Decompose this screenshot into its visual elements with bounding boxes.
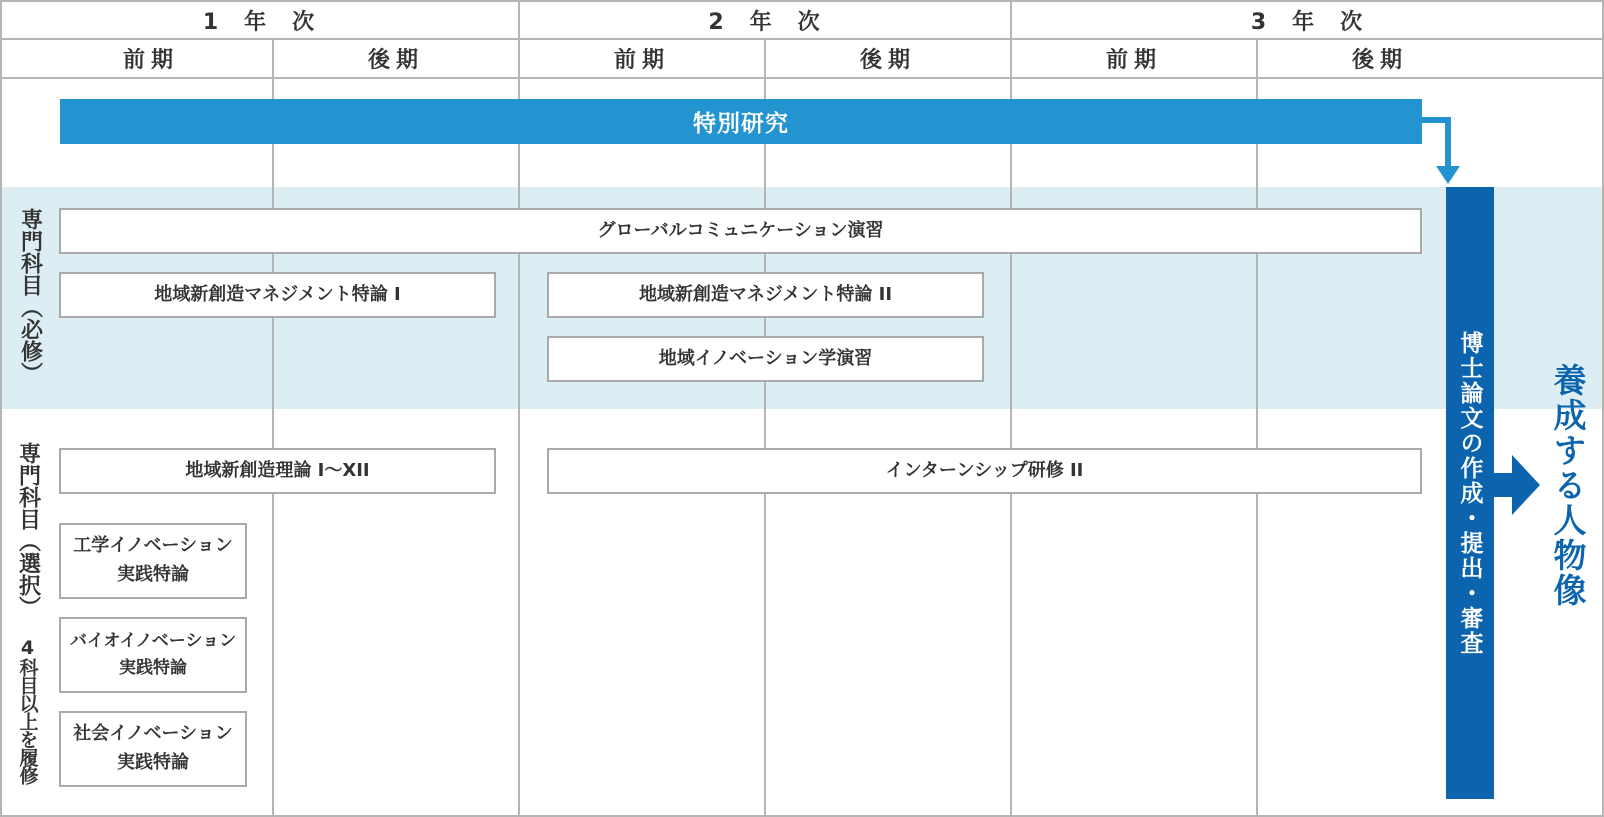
course-internship: インターンシップ研修 II — [547, 448, 1422, 494]
course-line: 実践特論 — [117, 752, 189, 773]
course-innovation-seminar: 地域イノベーション学演習 — [547, 336, 984, 382]
year-header-3: 3 年 次 — [1250, 9, 1365, 35]
goal-label: 養成する人物像 — [1548, 362, 1588, 608]
course-line: 実践特論 — [117, 564, 189, 585]
header-divider — [0, 77, 1604, 79]
term-header: 前期 — [122, 48, 179, 73]
course-line: 工学イノベーション — [73, 535, 233, 557]
term-header: 前期 — [1105, 48, 1162, 73]
year-header-1: 1 年 次 — [202, 9, 317, 35]
term-header: 前期 — [613, 48, 670, 73]
term-header: 後期 — [859, 48, 916, 73]
elective-section-label: 専門科目（選択） — [15, 442, 41, 618]
course-management-2: 地域新創造マネジメント特論 II — [547, 272, 984, 318]
thesis-to-goal-arrow — [1494, 453, 1542, 517]
research-to-thesis-arrow — [1420, 108, 1480, 188]
course-bio-innovation — [59, 617, 247, 693]
required-section-label: 専門科目（必修） — [17, 208, 43, 384]
elective-section-note: 4科目以上を履修 — [16, 636, 39, 784]
thesis-column: 博士論文の作成・提出・審査 — [1446, 187, 1494, 799]
course-line: 実践特論 — [119, 658, 187, 678]
term-header: 後期 — [367, 48, 424, 73]
course-social-innovation — [59, 711, 247, 787]
course-line: 社会イノベーション — [73, 723, 233, 745]
term-header: 後期 — [1351, 48, 1408, 73]
year-header-2: 2 年 次 — [708, 9, 822, 35]
special-research-bar: 特別研究 — [60, 99, 1422, 144]
course-engineering-innovation — [59, 523, 247, 599]
course-line: バイオイノベーション — [69, 630, 237, 651]
course-global-communication: グローバルコミュニケーション演習 — [59, 208, 1422, 254]
course-management-1: 地域新創造マネジメント特論 I — [59, 272, 496, 318]
course-theory: 地域新創造理論 I〜XII — [59, 448, 496, 494]
